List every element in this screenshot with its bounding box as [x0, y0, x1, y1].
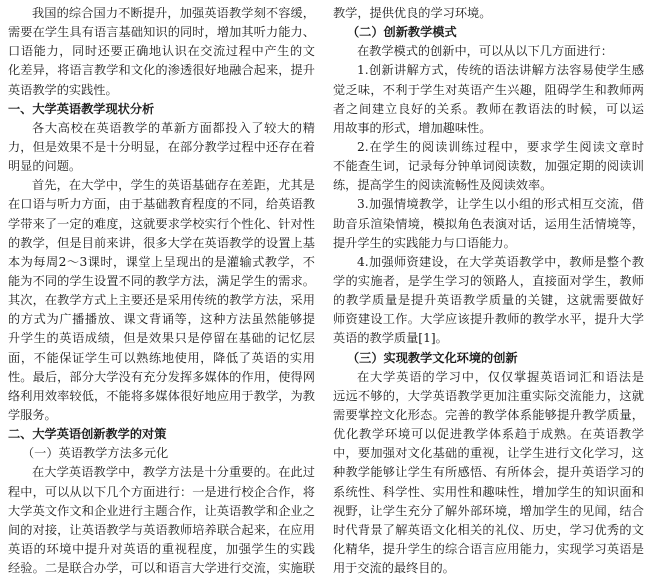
right-text-line: 不能查生词，记录每分钟单词阅读数，加强定期的阅读训	[333, 159, 644, 174]
right-text-line: 在教学模式的创新中，可以从以下几方面进行：	[357, 44, 613, 59]
right-text-line: 需要掌控文化形态。完善的教学体系能够提升教学质量，	[333, 407, 644, 422]
left-text-line: 学带来了一定的难度，这就要求学校实行个性化、针对性	[8, 216, 315, 231]
right-text-line: 1.创新讲解方式，传统的语法讲解方法容易使学生感	[357, 63, 644, 78]
left-text-line: 大学英文作文和企业进行主题合作，让英语教学和企业之	[8, 503, 315, 518]
left-text-line: 间的对接，让英语教学与英语教师培养联合起来，在应用	[8, 522, 315, 537]
right-column	[333, 4, 644, 578]
right-text-line: 学的实施者，是学生学习的领路人，直接面对学生，教师	[333, 273, 644, 288]
left-text-line: 性。最后，部分大学没有充分发挥多媒体的作用，使得网	[8, 369, 315, 384]
left-text-line: 能为不同的学生设置不同的教学方法，满足学生的需求。	[8, 273, 315, 288]
left-column	[8, 4, 315, 578]
right-text-line: 师资建设工作。大学应该提升教师的教学水平，提升大学	[333, 312, 644, 327]
left-text-line: 升学生的英语成绩，但是效果只是停留在基础的记忆层	[8, 331, 315, 346]
right-text-line: 提升学生的实践能力与口语能力。	[333, 235, 516, 250]
left-text-line: 我国的综合国力不断提升，加强英语教学刻不容缓，	[32, 6, 315, 20]
right-text-line: 者之间建立良好的关系。教师在教语法的时候，可以运	[333, 101, 644, 116]
right-text-line: 教学，提供优良的学习环境。	[333, 6, 492, 20]
right-text-line: 视野，让学生充分了解外部环境，增加学生的见闻，结合	[333, 503, 644, 518]
right-text-line: 中，要加强对文化基础的重视，让学生进行文化学习，这	[333, 446, 644, 461]
left-text-line: 英语的环境中提升对英语的重视程度，加强学生的实践	[8, 541, 315, 556]
right-text-line: 优化教学环境可以促进教学体系趋于成熟。在英语教学	[333, 427, 644, 442]
left-text-line: 络利用效率较低，不能将多媒体很好地应用于教学，为教	[8, 388, 315, 403]
right-text-line: 远远不够的，大学英语教学更加注重实际交流能力，这就	[333, 388, 644, 403]
right-text-line: 在大学英语的学习中，仅仅掌握英语词汇和语法是	[357, 369, 644, 384]
right-text-line: 英语的教学质量[1]。	[333, 331, 448, 346]
right-text-line: 4.加强师资建设，在大学英语教学中，教师是整个教	[357, 254, 644, 269]
left-text-line: 力，但是效果不是十分明显，在部分教学过程中还存在着	[8, 139, 315, 154]
left-text-line: 其次，在教学方式上主要还是采用传统的教学方法，采用	[8, 293, 315, 308]
left-text-line: 学服务。	[8, 407, 57, 422]
left-heading: 二、大学英语创新教学的对策	[8, 427, 167, 442]
right-text-line: 化精华，提升学生的综合语言应用能力，实现学习英语是	[333, 541, 644, 556]
right-text-line: 助音乐渲染情境，模拟角色表演对话，运用生活情境等，	[333, 216, 644, 231]
right-text-line: 用于交流的最终目的。	[333, 561, 455, 576]
left-text-line: 面，不能保证学生可以熟练地使用，降低了英语的实用	[8, 350, 315, 365]
right-heading: （三）实现教学文化环境的创新	[347, 350, 518, 365]
left-text-line: 明显的问题。	[8, 159, 82, 174]
left-heading: （一）英语教学方法多元化	[22, 446, 169, 461]
right-text-line: 3.加强情境教学，让学生以小组的形式相互交流，借	[357, 197, 644, 212]
right-text-line: 2.在学生的阅读训练过程中，要求学生阅读文章时	[357, 139, 644, 154]
left-text-line: 在口语与听力方面，由于基础教育程度的不同，给英语教	[8, 197, 315, 212]
right-text-line: 练，提高学生的阅读流畅性及阅读效率。	[333, 178, 553, 193]
left-text-line: 在大学英语教学中，教学方法是十分重要的。在此过	[32, 465, 315, 480]
left-text-line: 口语能力，同时还要正确地认识在交流过程中产生的文	[8, 44, 315, 59]
right-text-line: 觉乏味，不利于学生对英语产生兴趣，阻碍学生和教师两	[333, 82, 644, 97]
left-text-line: 本为每周2～3课时，课堂上呈现出的是灌输式教学，不	[8, 254, 315, 269]
right-text-line: 的教学质量是提升英语教学质量的关键，这就需要做好	[333, 293, 644, 308]
right-text-line: 用故事的形式，增加趣味性。	[333, 120, 492, 135]
left-text-line: 化差异，将语言教学和文化的渗透很好地融合起来，提升	[8, 63, 315, 78]
left-text-line: 经验。二是联合办学，可以和语言大学进行交流，实施联	[8, 561, 315, 576]
left-text-line: 的教学，但是目前来讲，很多大学在英语教学的设置上基	[8, 235, 315, 250]
left-text-line: 需要在学生具有语言基础知识的同时，增加其听力能力、	[8, 25, 315, 40]
right-text-line: 系统性、科学性、实用性和趣味性，增加学生的知识面和	[333, 484, 644, 499]
left-text-line: 程中，可以从以下几个方面进行：一是进行校企合作，将	[8, 484, 315, 499]
right-text-line: 时代背景了解英语文化相关的礼仪、历史，学习优秀的文	[333, 522, 644, 537]
left-text-line: 英语教学的实践性。	[8, 82, 118, 97]
left-text-line: 各大高校在英语教学的革新方面都投入了较大的精	[32, 120, 315, 135]
right-heading: （二）创新教学模式	[347, 25, 457, 40]
left-text-line: 首先，在大学中，学生的英语基础存在差距，尤其是	[32, 178, 315, 193]
left-heading: 一、大学英语教学现状分析	[8, 101, 155, 116]
right-text-line: 种教学能够让学生有所感悟、有所体会，提升英语学习的	[333, 465, 644, 480]
left-text-line: 的方式为广播播放、课文背诵等，这种方法虽然能够提	[8, 312, 315, 327]
